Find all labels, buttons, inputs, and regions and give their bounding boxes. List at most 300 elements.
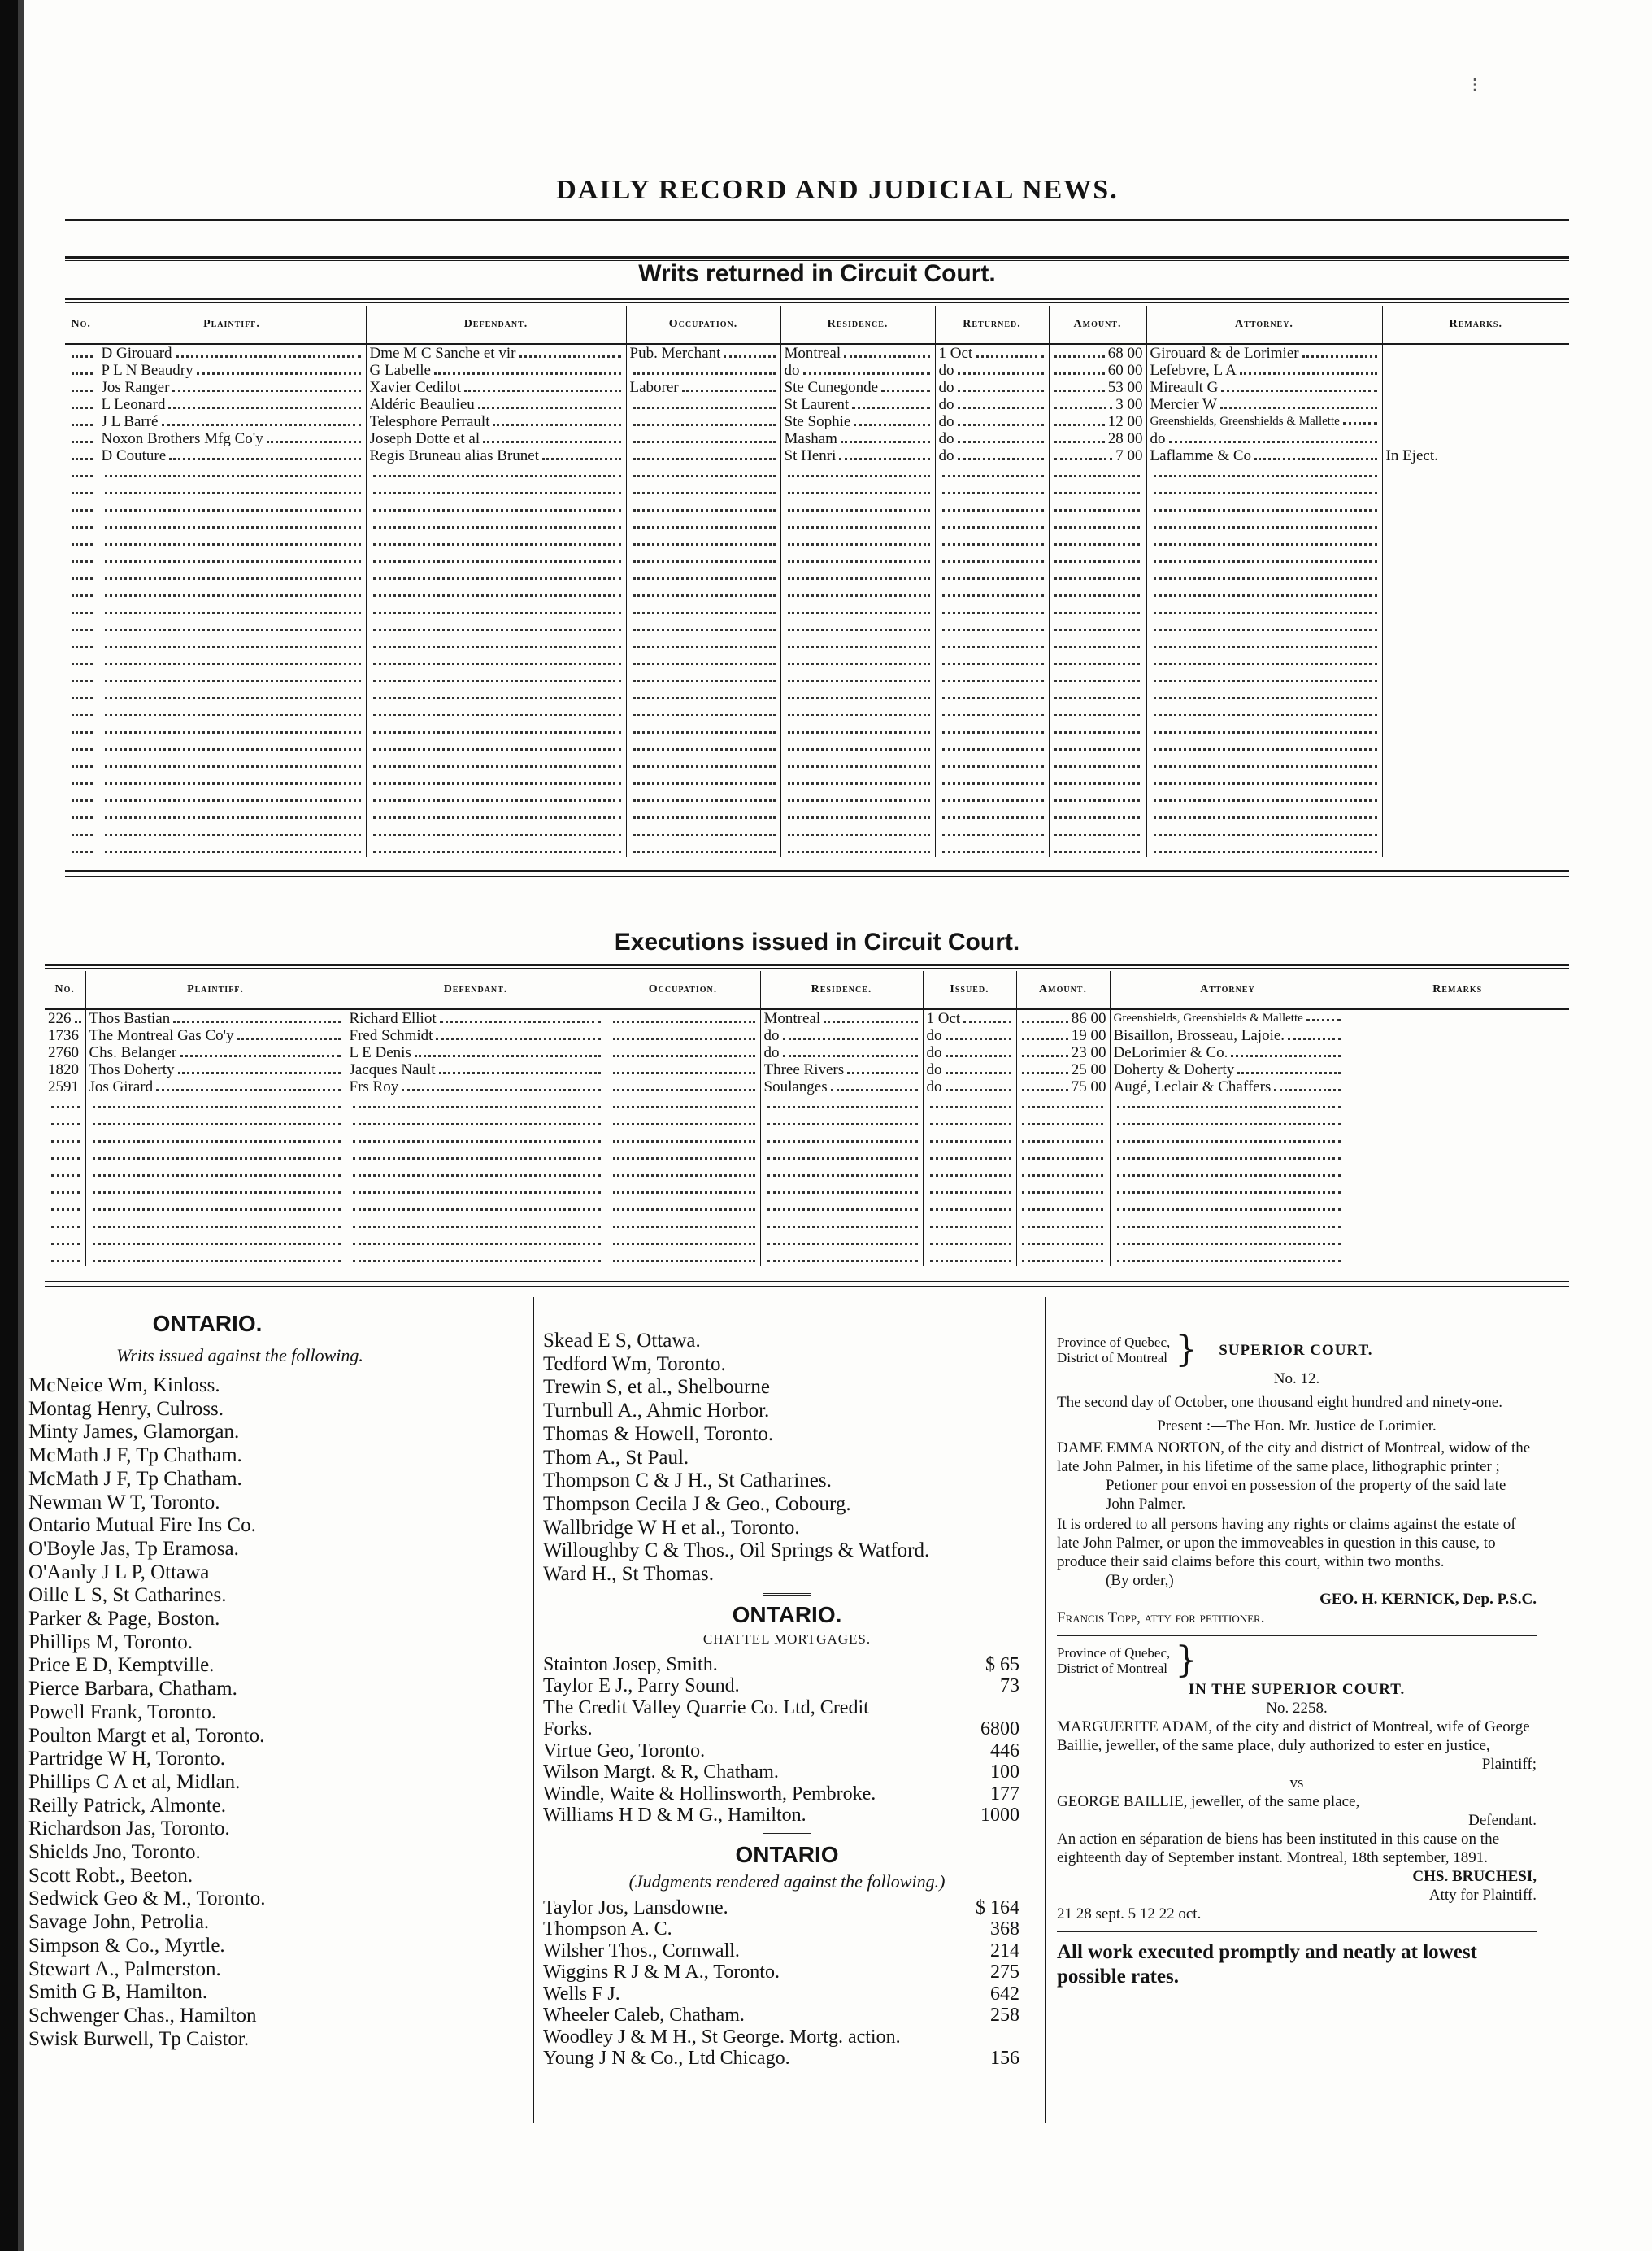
dot-leader bbox=[1117, 1243, 1341, 1245]
cell-amount bbox=[1049, 533, 1146, 550]
leader-wrap bbox=[939, 413, 1046, 430]
leader-wrap bbox=[68, 765, 94, 772]
cell-returned bbox=[935, 533, 1049, 550]
dot-leader bbox=[633, 697, 776, 699]
cell-no bbox=[45, 1130, 85, 1147]
cell-defendant-text: L E Denis bbox=[349, 1044, 411, 1061]
dot-leader bbox=[633, 509, 776, 512]
list-item bbox=[543, 1718, 1031, 1740]
leader-wrap bbox=[610, 1055, 757, 1061]
leader-wrap bbox=[68, 594, 94, 601]
dot-leader bbox=[788, 543, 930, 546]
dot-leader bbox=[942, 475, 1044, 477]
leader-wrap bbox=[1020, 1174, 1106, 1181]
cell-plaintiff bbox=[98, 464, 366, 481]
dot-leader bbox=[1022, 1260, 1103, 1262]
dot-leader bbox=[51, 1226, 80, 1228]
cell-defendant bbox=[366, 396, 626, 413]
leader-wrap bbox=[102, 379, 363, 396]
dot-leader bbox=[162, 424, 361, 426]
notice-separator bbox=[1057, 1931, 1537, 1932]
dot-leader bbox=[958, 390, 1044, 392]
list-item bbox=[543, 1983, 1031, 2005]
leader-wrap bbox=[1053, 748, 1143, 755]
cell-returned bbox=[935, 430, 1049, 447]
cell-no bbox=[65, 362, 98, 379]
cell-issued-text: do bbox=[926, 1061, 942, 1078]
list-item: Ward H., St Thomas. bbox=[543, 1563, 715, 1586]
cell-defendant bbox=[346, 1147, 606, 1164]
cell-plaintiff bbox=[98, 635, 366, 652]
cell-occupation-text: Laborer bbox=[629, 379, 679, 396]
leader-wrap bbox=[764, 1140, 919, 1147]
cell-returned bbox=[935, 567, 1049, 584]
dot-leader bbox=[105, 594, 361, 597]
cell-plaintiff-text: The Montreal Gas Co'y bbox=[89, 1027, 234, 1044]
leader-wrap bbox=[630, 748, 777, 755]
leader-wrap bbox=[102, 663, 363, 669]
dot-leader bbox=[105, 782, 361, 785]
cell-remarks bbox=[1346, 1164, 1569, 1181]
cell-remarks bbox=[1346, 1232, 1569, 1249]
dot-leader bbox=[1022, 1123, 1103, 1126]
dot-leader bbox=[930, 1174, 1011, 1177]
dot-leader bbox=[1054, 458, 1113, 460]
entry-amount: $ 65 bbox=[985, 1653, 1019, 1675]
dot-leader bbox=[788, 594, 930, 597]
cell-issued bbox=[923, 1232, 1016, 1249]
leader-wrap bbox=[1053, 834, 1143, 840]
leader-wrap bbox=[1150, 782, 1379, 789]
leader-wrap bbox=[1053, 345, 1143, 362]
leader-wrap bbox=[68, 509, 94, 516]
dot-leader bbox=[1054, 577, 1140, 580]
cell-returned bbox=[935, 669, 1049, 686]
leader-wrap bbox=[630, 577, 777, 584]
table-row bbox=[65, 652, 1569, 669]
cell-occupation bbox=[626, 789, 780, 806]
cell-remarks bbox=[1382, 481, 1569, 499]
leader-wrap bbox=[939, 492, 1046, 499]
dot-leader bbox=[767, 1123, 918, 1126]
cell-issued-text: 1 Oct bbox=[926, 1010, 961, 1027]
leader-wrap bbox=[1150, 447, 1379, 464]
cell-defendant-text: Fred Schmidt bbox=[349, 1027, 433, 1044]
notice2-defendant: GEORGE BAILLIE, jeweller, of the same place, bbox=[1057, 1793, 1360, 1810]
cell-amount bbox=[1016, 1198, 1110, 1215]
dot-leader bbox=[353, 1106, 601, 1108]
cell-defendant bbox=[366, 806, 626, 823]
cell-defendant-text: Xavier Cedilot bbox=[369, 379, 461, 396]
leader-wrap bbox=[1053, 560, 1143, 567]
cell-amount bbox=[1049, 481, 1146, 499]
list-item: Tedford Wm, Toronto. bbox=[543, 1352, 726, 1375]
cell-occupation bbox=[626, 481, 780, 499]
dot-leader bbox=[373, 816, 621, 819]
leader-wrap bbox=[370, 594, 623, 601]
cell-remarks bbox=[1382, 806, 1569, 823]
dot-leader bbox=[788, 816, 930, 819]
leader-wrap bbox=[1150, 834, 1379, 840]
dot-leader bbox=[633, 663, 776, 665]
cell-no bbox=[65, 464, 98, 481]
leader-wrap bbox=[927, 1191, 1013, 1198]
leader-wrap bbox=[370, 646, 623, 652]
leader-wrap bbox=[48, 1078, 82, 1095]
leader-wrap bbox=[350, 1123, 602, 1130]
section-rule bbox=[45, 964, 1569, 966]
dot-leader bbox=[633, 458, 776, 460]
column-header: Defendant. bbox=[366, 306, 626, 344]
table-bottom-rule bbox=[45, 1286, 1569, 1287]
cell-plaintiff bbox=[85, 1095, 346, 1112]
entry-amount: 73 bbox=[1000, 1675, 1019, 1697]
dot-leader bbox=[1288, 1038, 1340, 1040]
dot-leader bbox=[1054, 851, 1140, 853]
cell-occupation bbox=[626, 533, 780, 550]
cell-attorney bbox=[1146, 550, 1382, 567]
cell-defendant bbox=[366, 721, 626, 738]
cell-attorney bbox=[1110, 1147, 1346, 1164]
dot-leader bbox=[105, 612, 361, 614]
cell-residence bbox=[780, 447, 935, 464]
dot-leader bbox=[767, 1174, 918, 1177]
cell-defendant bbox=[366, 755, 626, 772]
dot-leader bbox=[1054, 646, 1140, 648]
dot-leader bbox=[1054, 663, 1140, 665]
list-item: Turnbull A., Ahmic Horbor. bbox=[543, 1400, 770, 1422]
cell-defendant bbox=[366, 686, 626, 703]
leader-wrap bbox=[785, 629, 932, 635]
dot-leader bbox=[1022, 1055, 1068, 1057]
cell-defendant bbox=[346, 1027, 606, 1044]
dot-leader bbox=[958, 372, 1044, 375]
dot-leader bbox=[72, 526, 93, 529]
cell-attorney bbox=[1146, 738, 1382, 755]
leader-wrap bbox=[89, 1123, 342, 1130]
cell-attorney bbox=[1146, 635, 1382, 652]
leader-wrap bbox=[1053, 447, 1143, 464]
cell-defendant-text: Joseph Dotte et al bbox=[369, 430, 480, 447]
cell-occupation bbox=[626, 840, 780, 857]
dot-leader bbox=[72, 458, 93, 460]
leader-wrap bbox=[370, 345, 623, 362]
cell-no bbox=[45, 1215, 85, 1232]
dot-leader bbox=[1154, 816, 1377, 819]
cell-attorney bbox=[1110, 1112, 1346, 1130]
dot-leader bbox=[1154, 851, 1377, 853]
dot-leader bbox=[942, 612, 1044, 614]
cell-remarks bbox=[1382, 755, 1569, 772]
table-row bbox=[65, 840, 1569, 857]
dot-leader bbox=[1054, 594, 1140, 597]
dot-leader bbox=[633, 646, 776, 648]
cell-plaintiff bbox=[85, 1009, 346, 1027]
leader-wrap bbox=[764, 1010, 919, 1027]
cell-occupation bbox=[626, 567, 780, 584]
leader-wrap bbox=[89, 1010, 342, 1027]
leader-wrap bbox=[939, 475, 1046, 481]
list-item: Partridge W H, Toronto. bbox=[28, 1748, 225, 1770]
list-item: Powell Frank, Toronto. bbox=[28, 1700, 217, 1723]
cell-attorney bbox=[1146, 567, 1382, 584]
leader-wrap bbox=[927, 1027, 1013, 1044]
ontario-writs-column bbox=[28, 1311, 516, 2051]
cell-occupation bbox=[606, 1164, 760, 1181]
table-header-row bbox=[65, 306, 1569, 344]
cell-returned bbox=[935, 379, 1049, 396]
cell-remarks bbox=[1346, 1061, 1569, 1078]
dot-leader bbox=[633, 560, 776, 563]
cell-returned bbox=[935, 755, 1049, 772]
cell-attorney bbox=[1146, 430, 1382, 447]
dot-leader bbox=[1054, 526, 1140, 529]
cell-residence bbox=[760, 1164, 923, 1181]
leader-wrap bbox=[927, 1174, 1013, 1181]
dot-leader bbox=[1154, 697, 1377, 699]
cell-plaintiff bbox=[98, 516, 366, 533]
column-header: Occupation. bbox=[626, 306, 780, 344]
cell-remarks bbox=[1382, 584, 1569, 601]
cell-amount bbox=[1016, 1147, 1110, 1164]
notice2-header bbox=[1057, 1639, 1537, 1681]
cell-plaintiff-text: L Leonard bbox=[101, 396, 166, 413]
cell-attorney bbox=[1146, 379, 1382, 396]
leader-wrap bbox=[1053, 379, 1143, 396]
cell-residence bbox=[780, 344, 935, 362]
cell-no bbox=[45, 1249, 85, 1266]
dot-leader bbox=[1117, 1191, 1341, 1194]
leader-wrap bbox=[939, 851, 1046, 857]
leader-wrap bbox=[350, 1027, 602, 1044]
cell-remarks bbox=[1382, 379, 1569, 396]
leader-wrap bbox=[370, 629, 623, 635]
leader-wrap bbox=[370, 612, 623, 618]
leader-wrap bbox=[939, 816, 1046, 823]
dot-leader bbox=[613, 1174, 755, 1177]
leader-wrap bbox=[939, 509, 1046, 516]
cell-amount bbox=[1049, 789, 1146, 806]
leader-wrap bbox=[1114, 1191, 1342, 1198]
cell-defendant bbox=[366, 567, 626, 584]
cell-residence bbox=[780, 601, 935, 618]
list-item bbox=[543, 1783, 1031, 1805]
entry-name: Stainton Josep, Smith. bbox=[543, 1653, 718, 1675]
cell-residence-text: St Henri bbox=[784, 447, 837, 464]
leader-wrap bbox=[68, 834, 94, 840]
cell-plaintiff bbox=[98, 721, 366, 738]
leader-wrap bbox=[68, 663, 94, 669]
dot-leader bbox=[1054, 834, 1140, 836]
dot-leader bbox=[788, 560, 930, 563]
dot-leader bbox=[930, 1191, 1011, 1194]
cell-no bbox=[65, 601, 98, 618]
dot-leader bbox=[831, 1089, 918, 1091]
cell-defendant bbox=[346, 1198, 606, 1215]
leader-wrap bbox=[785, 430, 932, 447]
leader-wrap bbox=[1053, 430, 1143, 447]
cell-residence bbox=[780, 379, 935, 396]
leader-wrap bbox=[630, 526, 777, 533]
cell-remarks bbox=[1382, 686, 1569, 703]
leader-wrap bbox=[89, 1174, 342, 1181]
leader-wrap bbox=[89, 1044, 342, 1061]
leader-wrap bbox=[1053, 594, 1143, 601]
dot-leader bbox=[353, 1123, 601, 1126]
cell-remarks bbox=[1382, 396, 1569, 413]
cell-defendant-text: Dme M C Sanche et vir bbox=[369, 345, 516, 362]
dot-leader bbox=[1054, 629, 1140, 631]
list-item bbox=[543, 1761, 1031, 1783]
dot-leader bbox=[633, 765, 776, 768]
cell-plaintiff-text: Jos Ranger bbox=[101, 379, 170, 396]
leader-wrap bbox=[939, 799, 1046, 806]
cell-amount bbox=[1016, 1249, 1110, 1266]
section-rule bbox=[65, 302, 1569, 303]
cell-no bbox=[65, 499, 98, 516]
list-item bbox=[543, 2027, 1031, 2049]
cell-amount-text: 7 00 bbox=[1115, 447, 1143, 464]
entry-amount: 642 bbox=[990, 1983, 1019, 2005]
dot-leader bbox=[373, 663, 621, 665]
cell-no bbox=[65, 823, 98, 840]
cell-no bbox=[65, 755, 98, 772]
cell-residence bbox=[780, 618, 935, 635]
table-row bbox=[65, 618, 1569, 635]
leader-wrap bbox=[610, 1191, 757, 1198]
dot-leader bbox=[72, 424, 93, 426]
leader-wrap bbox=[370, 543, 623, 550]
cell-no bbox=[45, 1061, 85, 1078]
dot-leader bbox=[1117, 1226, 1341, 1228]
cell-residence bbox=[760, 1112, 923, 1130]
table-row bbox=[65, 567, 1569, 584]
cell-residence-text: St Laurent bbox=[784, 396, 850, 413]
middle-column bbox=[543, 1330, 1031, 2070]
cell-occupation bbox=[606, 1130, 760, 1147]
leader-wrap bbox=[939, 447, 1046, 464]
leader-wrap bbox=[102, 430, 363, 447]
dot-leader bbox=[373, 526, 621, 529]
cell-remarks bbox=[1346, 1044, 1569, 1061]
dot-leader bbox=[72, 543, 93, 546]
cell-defendant bbox=[346, 1181, 606, 1198]
column-header: Attorney bbox=[1110, 971, 1346, 1009]
cell-amount bbox=[1049, 601, 1146, 618]
cell-plaintiff bbox=[98, 686, 366, 703]
cell-no bbox=[65, 721, 98, 738]
cell-returned bbox=[935, 772, 1049, 789]
cell-no bbox=[45, 1009, 85, 1027]
ontario-writs-subtitle: Writs issued against the following. bbox=[116, 1345, 363, 1365]
cell-residence bbox=[760, 1147, 923, 1164]
leader-wrap bbox=[1053, 629, 1143, 635]
entry-name: Wiggins R J & M A., Toronto. bbox=[543, 1961, 780, 1983]
leader-wrap bbox=[764, 1061, 919, 1078]
dot-leader bbox=[942, 663, 1044, 665]
cell-amount bbox=[1049, 464, 1146, 481]
dot-leader bbox=[1154, 782, 1377, 785]
cell-returned bbox=[935, 344, 1049, 362]
cell-residence bbox=[780, 567, 935, 584]
cell-issued-text: do bbox=[926, 1027, 942, 1044]
leader-wrap bbox=[370, 447, 623, 464]
dot-leader bbox=[1237, 1072, 1340, 1074]
cell-residence bbox=[780, 721, 935, 738]
dot-leader bbox=[1154, 799, 1377, 802]
leader-wrap bbox=[1150, 345, 1379, 362]
leader-wrap bbox=[927, 1044, 1013, 1061]
cell-residence bbox=[760, 1215, 923, 1232]
table-row bbox=[65, 721, 1569, 738]
cell-occupation bbox=[606, 1215, 760, 1232]
leader-wrap bbox=[764, 1027, 919, 1044]
leader-wrap bbox=[102, 560, 363, 567]
leader-wrap bbox=[1114, 1123, 1342, 1130]
dot-leader bbox=[1154, 680, 1377, 682]
cell-defendant bbox=[366, 344, 626, 362]
cell-defendant bbox=[366, 430, 626, 447]
notice2-district: District of Montreal bbox=[1057, 1661, 1167, 1676]
entry-amount: 6800 bbox=[980, 1718, 1019, 1740]
leader-wrap bbox=[939, 430, 1046, 447]
dot-leader bbox=[105, 526, 361, 529]
leader-wrap bbox=[939, 560, 1046, 567]
cell-amount bbox=[1016, 1044, 1110, 1061]
dot-leader bbox=[767, 1191, 918, 1194]
writs-returned-title: Writs returned in Circuit Court. bbox=[638, 260, 996, 287]
cell-amount bbox=[1049, 430, 1146, 447]
leader-wrap bbox=[370, 714, 623, 721]
cell-defendant bbox=[366, 669, 626, 686]
dot-leader bbox=[946, 1038, 1011, 1040]
cell-attorney bbox=[1146, 584, 1382, 601]
ontario-chattel-title: ONTARIO. bbox=[732, 1601, 842, 1627]
cell-occupation bbox=[626, 669, 780, 686]
leader-wrap bbox=[102, 714, 363, 721]
column-header: Amount. bbox=[1049, 306, 1146, 344]
table-row bbox=[65, 738, 1569, 755]
leader-wrap bbox=[785, 526, 932, 533]
leader-wrap bbox=[370, 748, 623, 755]
section-rule bbox=[65, 298, 1569, 300]
dot-leader bbox=[613, 1072, 755, 1074]
dot-leader bbox=[178, 1072, 341, 1074]
leader-wrap bbox=[1053, 782, 1143, 789]
dot-leader bbox=[93, 1191, 341, 1194]
leader-wrap bbox=[630, 629, 777, 635]
leader-wrap bbox=[102, 680, 363, 686]
cell-plaintiff-text: Thos Doherty bbox=[89, 1061, 175, 1078]
cell-remarks bbox=[1382, 721, 1569, 738]
dot-leader bbox=[633, 407, 776, 409]
leader-wrap bbox=[1150, 697, 1379, 703]
cell-plaintiff bbox=[98, 447, 366, 464]
table-bottom-rule bbox=[45, 1281, 1569, 1282]
cell-defendant bbox=[366, 447, 626, 464]
leader-wrap bbox=[370, 362, 623, 379]
leader-wrap bbox=[630, 594, 777, 601]
leader-wrap bbox=[785, 646, 932, 652]
dot-leader bbox=[633, 816, 776, 819]
cell-defendant bbox=[346, 1061, 606, 1078]
dot-leader bbox=[788, 680, 930, 682]
leader-wrap bbox=[1150, 543, 1379, 550]
leader-wrap bbox=[1150, 396, 1379, 413]
dot-leader bbox=[1022, 1174, 1103, 1177]
column-header: Issued. bbox=[923, 971, 1016, 1009]
table-row bbox=[45, 1078, 1569, 1095]
